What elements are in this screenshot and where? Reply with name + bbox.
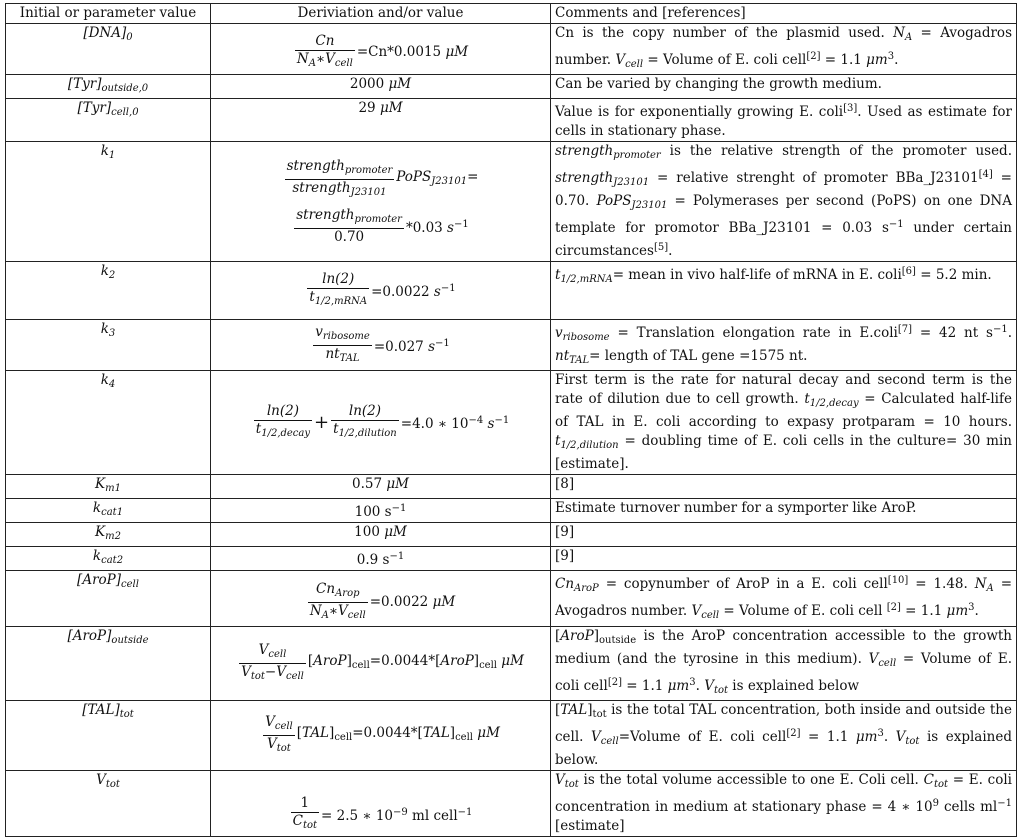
comment-cell: First term is the rate for natural decay and second term is the rate of dilution due to cell growth. $t_{1/2,decay}$ = Calculated half-life of TAL in E. coli according to expasy protparam = 10 hours. $t_{1/2,dilution}$ = doubling time of E. coli cells in the culture= 30 min [estimate]. (551, 371, 1017, 475)
table-row (6, 99, 1017, 142)
table-row (6, 701, 1017, 771)
param-cell: $K_{m1}$ (6, 475, 211, 499)
table-row (6, 771, 1017, 837)
header-comments: Comments and [references] (551, 4, 1017, 24)
comment-cell: $Cn_{AroP}$ = copynumber of AroP in a E. coli cell[10] = 1.48. $N_A$ = Avogadros number. $V_{cell}$ = Volume of E. coli cell [2] = 1.1 $\mu m^3$. (551, 571, 1017, 627)
param-cell: $[Tyr]_{outside,0}$ (6, 75, 211, 99)
table-row (6, 262, 1017, 320)
table-row (6, 75, 1017, 99)
comment-cell: Estimate turnover number for a symporter like AroP. (551, 499, 1017, 523)
param-cell: $k_4$ (6, 371, 211, 475)
value-cell: $\frac{Cn}{N_A∗V_{cell}}$ =Cn*0.0015 μM (211, 24, 551, 75)
table-row (6, 547, 1017, 571)
comment-cell: $[TAL]_{tot}$ is the total TAL concentration, both inside and outside the cell. $V_{cell}=Volume$ of E. coli cell[2] = 1.1 $\mu m^3$. $V_{tot}$ is explained below. (551, 701, 1017, 771)
param-cell: $k_{cat2}$ (6, 547, 211, 571)
table-row (6, 142, 1017, 262)
comment-cell: Cn is the copy number of the plasmid used. $N_A$ = Avogadros number. $V_{cell}$ = Volume of E. coli cell[2] = 1.1 $\mu m^3$. (551, 24, 1017, 75)
value-cell: $\frac{V_{cell}}{V_{tot}-V_{cell}}$ $[AroP]_{cell}=0.0044*[AroP]_{cell}$ μM (211, 627, 551, 701)
param-cell: $[AroP]_{outside}$ (6, 627, 211, 701)
comment-cell: $t_{1/2,mRNA}=$ mean in vivo half-life of mRNA in E. coli[6] = 5.2 min. (551, 262, 1017, 320)
comment-cell: Can be varied by changing the growth medium. (551, 75, 1017, 99)
param-cell: $k_2$ (6, 262, 211, 320)
comment-cell: [9] (551, 523, 1017, 547)
table-row (6, 571, 1017, 627)
parameter-table (5, 3, 1017, 837)
comment-cell: [8] (551, 475, 1017, 499)
param-cell: $[DNA]_0$ (6, 24, 211, 75)
param-cell: $[Tyr]_{cell,0}$ (6, 99, 211, 142)
header-derivation-value: Deriviation and/or value (211, 4, 551, 24)
param-cell: $k_{cat1}$ (6, 499, 211, 523)
table-row (6, 371, 1017, 475)
value-cell: $\frac{Cn_{Arop}}{N_A∗V_{cell}}$ =0.0022 μM (211, 571, 551, 627)
comment-cell: $V_{tot}$ is the total volume accessible to one E. Coli cell. $C_{tot} = E$. coli concentration in medium at stationary phase = 4 ∗ $10^9$ cells $ml^{-1}$ [estimate] (551, 771, 1017, 837)
value-cell: 2000 μM (211, 75, 551, 99)
param-cell: $[TAL]_{tot}$ (6, 701, 211, 771)
comment-cell: Value is for exponentially growing E. coli[3]. Used as estimate for cells in stationary phase. (551, 99, 1017, 142)
table-row (6, 475, 1017, 499)
value-cell: $\frac{\ln(2)}{t_{1/2,mRNA}}$ =0.0022 $s^{-1}$ (211, 262, 551, 320)
table-row (6, 523, 1017, 547)
header-initial-parameter: Initial or parameter value (6, 4, 211, 24)
comment-cell: $v_{ribosome}$ = Translation elongation rate in E.coli[7] = 42 nt $s^{-1}$. $nt_{TAL}=$ length of TAL gene =1575 nt. (551, 320, 1017, 371)
comment-cell: $[AroP]_{outside}$ is the AroP concentration accessible to the growth medium (and the tyrosine in this medium). $V_{cell}$ = Volume of E. coli cell[2] = 1.1 $\mu m^3$. $V_{tot}$ is explained below (551, 627, 1017, 701)
value-cell: 100 μM (211, 523, 551, 547)
table-row (6, 320, 1017, 371)
header-row (6, 4, 1017, 24)
value-cell: $\frac{V_{cell}}{V_{tot}}$ $[TAL]_{cell}=0.0044*[TAL]_{cell}$ μM (211, 701, 551, 771)
table-row (6, 627, 1017, 701)
param-cell: $V_{tot}$ (6, 771, 211, 837)
table-row (6, 499, 1017, 523)
param-cell: $k_3$ (6, 320, 211, 371)
value-cell: 0.57 μM (211, 475, 551, 499)
value-cell: $\frac{1}{C_{tot}}$ = 2.5 ∗ $10^{-9}$ ml cell$^{-1}$ (211, 771, 551, 837)
value-cell: $\frac{\ln(2)}{t_{1/2,decay}}$ + $\frac{\ln(2)}{t_{1/2,dilution}}$ =4.0 ∗ $10^{-4}$ $s^{-1}$ (211, 371, 551, 475)
value-cell: 0.9 $s^{-1}$ (211, 547, 551, 571)
value-cell: $\frac{strength_{promoter}}{strength_{J23101}}$ PoPS$_{J23101}$= $\frac{strength_{promoter}}{0.70}$ *0.03 $s^{-1}$ (211, 142, 551, 262)
value-cell: 100 $s^{-1}$ (211, 499, 551, 523)
param-cell: $k_1$ (6, 142, 211, 262)
param-cell: $K_{m2}$ (6, 523, 211, 547)
table-row (6, 24, 1017, 75)
value-cell: $\frac{v_{ribosome}}{nt_{TAL}}$ =0.027 $s^{-1}$ (211, 320, 551, 371)
comment-cell: [9] (551, 547, 1017, 571)
comment-cell: strength$_{promoter}$ is the relative strength of the promoter used. strength$_{J23101}$ = relative strenght of promoter BBa_J23101[4] = 0.70. PoPS$_{J23101}$ = Polymerases per second (PoPS) on one DNA template for promotor BBa_J23101 = 0.03 $s^{-1}$ under certain circumstances[5]. (551, 142, 1017, 262)
value-cell: 29 μM (211, 99, 551, 142)
param-cell: $[AroP]_{cell}$ (6, 571, 211, 627)
